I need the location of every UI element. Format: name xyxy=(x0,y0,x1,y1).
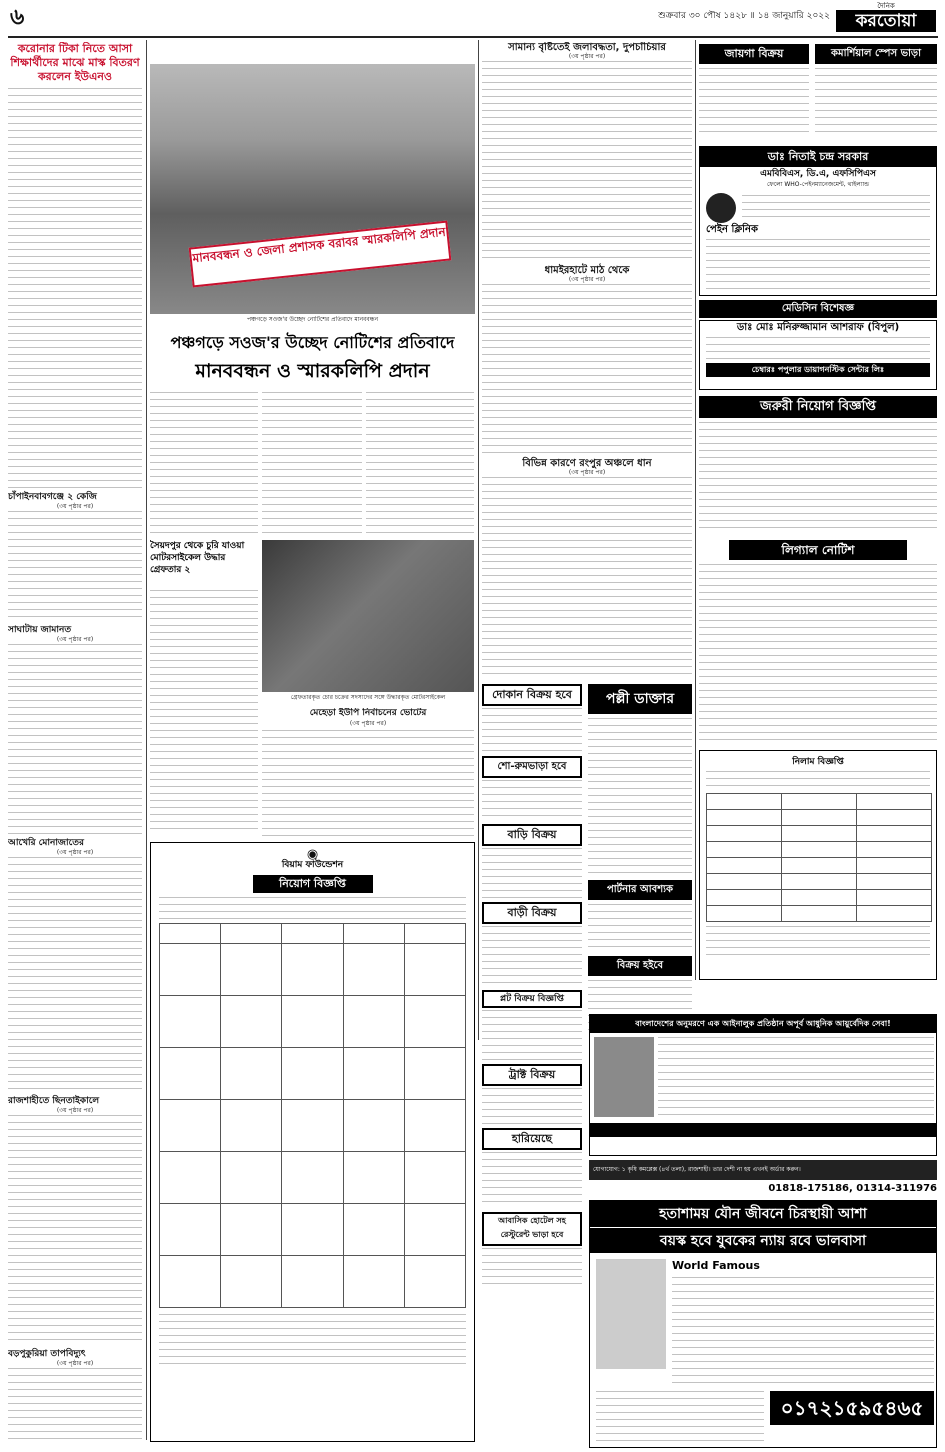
masthead-brand xyxy=(836,2,936,34)
urgent-recruitment[interactable]: জরুরী নিয়োগ বিজ্ঞপ্তি xyxy=(699,396,937,418)
hope-phone: ০১৭২১৫৯৫৪৬৫ xyxy=(770,1391,934,1425)
ad-body xyxy=(482,1088,582,1124)
doctor1-ad[interactable] xyxy=(699,146,937,296)
column-rule xyxy=(146,40,147,1440)
ad-body xyxy=(482,848,582,898)
hope-body xyxy=(672,1277,934,1387)
doctor1-degree: এমবিবিএস, ডি.এ, এফসিপিএস xyxy=(760,169,876,179)
doctor1-clinic: পেইন ক্লিনিক xyxy=(706,224,759,235)
ayurvedic-ad[interactable] xyxy=(589,1014,937,1156)
hope-address xyxy=(596,1391,764,1441)
motorcycle-headline: সৈয়দপুর থেকে চুরি যাওয়া মোটরসাইকেল উদ্ধার গ্রেফতার ২ xyxy=(150,541,245,575)
ayurvedic-price-bar xyxy=(590,1123,936,1137)
doctor2-ad[interactable] xyxy=(699,320,937,390)
contact-bar-phones: 01818-175186, 01314-311976 xyxy=(768,1183,937,1194)
column-rule xyxy=(695,40,696,980)
hope-ad[interactable] xyxy=(589,1200,937,1448)
page-number: ৬ xyxy=(10,6,25,30)
story2-cont: (৩য় পৃষ্ঠার পর) xyxy=(568,276,606,283)
motorcycle-body xyxy=(150,590,258,835)
tender-intro xyxy=(706,771,930,791)
brief-cont: (৩য় পৃষ্ঠার পর) xyxy=(56,1107,94,1114)
doctor1-body xyxy=(742,195,930,223)
ad-body xyxy=(482,926,582,986)
ad-body xyxy=(482,780,582,820)
biam-vacancy-table xyxy=(159,923,466,1308)
hope-line-1: হতাশাময় যৌন জীবনে চিরস্থায়ী আশা xyxy=(590,1201,936,1227)
brief-body xyxy=(8,1368,142,1442)
biam-logo-icon: ◉ xyxy=(306,847,319,862)
right-column xyxy=(699,42,937,982)
brief-title: বড়পুকুরিয়া তাপবিদ্যুৎ xyxy=(8,1349,86,1359)
ayurvedic-body xyxy=(658,1037,934,1117)
medicine-title: মেডিসিন বিশেষজ্ঞ xyxy=(699,300,937,318)
paper-name: করতোয়া xyxy=(836,10,936,32)
ad-body xyxy=(588,904,692,952)
story2-body xyxy=(482,284,692,454)
motorcycle-caption: গ্রেফতারকৃত চোর চক্রের সদস্যদের সঙ্গে উদ্ধারকৃত মোটরসাইকেল xyxy=(290,694,446,701)
ad-partner[interactable]: পার্টনার আবশ্যক xyxy=(588,880,692,900)
doctor1-fellow: ফেলো WHO-পেইনম্যানেজমেন্ট, থাইল্যান্ড xyxy=(767,181,869,188)
brief-title: রাজশাহীতে ছিনতাইকালে xyxy=(8,1096,100,1106)
story1-cont: (৩য় পৃষ্ঠার পর) xyxy=(568,53,606,60)
ad-lost[interactable]: হারিয়েছে xyxy=(482,1128,582,1150)
story3-body xyxy=(482,477,692,677)
tender-footer xyxy=(706,926,930,956)
ad-palli-doctor[interactable]: পল্লী ডাক্তার xyxy=(588,684,692,714)
ayurvedic-photo xyxy=(594,1037,654,1117)
motorcycle-photo xyxy=(262,540,474,692)
ad-body xyxy=(815,68,937,138)
ad-body xyxy=(482,1010,582,1060)
rally-banner-text: মানববন্ধন ও জেলা প্রশাসক বরাবর স্মারকলিপি প্রদান xyxy=(189,221,452,288)
tender-table xyxy=(706,793,932,922)
meherpur-title: মেহেড়া ইউপি নির্বাচনের ভোটের xyxy=(309,708,427,718)
rally-photo-caption: পঞ্চগড়ে সওজ'র উচ্ছেদ নোটিশের প্রতিবাদে মানববন্ধন xyxy=(246,316,379,323)
ad-body xyxy=(699,68,809,138)
ayurvedic-headline: বাংলাদেশের অনুমরণে এক আইনালুক প্রতিষ্ঠান অপূর্ব আধুনিক আয়ুর্বেদিক সেবা! xyxy=(590,1015,936,1033)
legal-notice[interactable]: লিগ্যাল নোটিশ xyxy=(729,540,907,560)
story1-body xyxy=(482,61,692,261)
ad-hotel-rent[interactable]: আবাসিক হোটেল সহ রেস্টুরেন্ট ভাড়া হবে xyxy=(482,1212,582,1246)
story1-title: সামান্য বৃষ্টিতেই জলাবদ্ধতা, দুপচাঁচিয়ার xyxy=(508,42,666,53)
brief-body xyxy=(8,644,142,834)
lead-headline-2: মানববন্ধন ও স্মারকলিপি প্রদান xyxy=(195,360,430,382)
ad-commercial-rent[interactable]: কমার্শিয়াল স্পেস ভাড়া xyxy=(815,44,937,64)
ad-shop-sale[interactable]: দোকান বিক্রয় হবে xyxy=(482,684,582,706)
ad-sale-will[interactable]: বিক্রয় হইবে xyxy=(588,956,692,976)
meherpur-body xyxy=(262,730,474,840)
doctor1-body xyxy=(706,239,930,289)
biam-title: নিয়োগ বিজ্ঞপ্তি xyxy=(253,875,373,893)
biam-footer-text xyxy=(159,1314,466,1370)
brief-title: সাঘাটায় জামানত xyxy=(8,625,72,635)
brief-cont: (৩য় পৃষ্ঠার পর) xyxy=(56,1360,94,1367)
brief-title: আখেরি মোনাজাতের xyxy=(8,838,84,848)
world-famous-text: World Famous xyxy=(672,1259,760,1272)
meherpur-cont: (৩য় পৃষ্ঠার পর) xyxy=(349,720,387,727)
doctor2-chamber: চেম্বারঃ পপুলার ডায়াগনস্টিক সেন্টার লিঃ xyxy=(706,363,930,377)
left-lead-headline: করোনার টিকা নিতে আসা শিক্ষার্থীদের মাঝে মাস্ক বিতরণ করলেন ইউএনও xyxy=(10,42,140,83)
tender-notice[interactable] xyxy=(699,750,937,980)
tender-title: নিলাম বিজ্ঞপ্তি xyxy=(792,757,844,767)
ad-plot-sale[interactable]: প্লট বিক্রয় বিজ্ঞপ্তি xyxy=(482,990,582,1008)
brief-title: চাঁপাইনবাবগঞ্জে ২ কেজি xyxy=(8,492,97,502)
dateline: শুক্রবার ৩০ পৌষ ১৪২৮ ॥ ১৪ জানুয়ারি ২০২২ xyxy=(658,11,830,21)
biam-intro xyxy=(159,897,466,919)
doctor2-name: ডাঃ মোঃ মনিরুজ্জামান আশরাফ (বিপুল) xyxy=(736,322,900,333)
ad-body xyxy=(482,1248,582,1288)
hope-line-2: বয়স্ক হবে যুবকের ন্যায় রবে ভালবাসা xyxy=(590,1227,936,1253)
biam-org: বিয়াম ফাউন্ডেশন xyxy=(281,860,344,870)
ad-house-sale-2[interactable]: বাড়ী বিক্রয় xyxy=(482,902,582,924)
lead-headline-1: পঞ্চগড়ে সওজ'র উচ্ছেদ নোটিশের প্রতিবাদে xyxy=(170,333,455,352)
ad-showroom-rent[interactable]: শো-রুমভাড়া হবে xyxy=(482,756,582,778)
story3-title: বিভিন্ন কারণে রংপুর অঞ্চলে ধান xyxy=(522,458,652,469)
urgent-body xyxy=(699,422,937,532)
ad-house-sale-1[interactable]: বাড়ি বিক্রয় xyxy=(482,824,582,846)
ad-body xyxy=(482,708,582,752)
contact-bar-text: যোগাযোগ: ১ কৃষি কমপ্লেক্স (৪র্থ তলা), রাজশাহী। তার দেশী না হয় এখনই অর্ডার করুন। xyxy=(593,1166,801,1173)
doctor-photo xyxy=(596,1259,666,1369)
brief-body xyxy=(8,1115,142,1345)
ad-land-sale[interactable]: জায়গা বিক্রয় xyxy=(699,44,809,64)
ad-tractor-sale[interactable]: ট্রাক্ট বিক্রয় xyxy=(482,1064,582,1086)
column-rule xyxy=(478,40,479,1040)
paper-prefix: দৈনিক xyxy=(877,2,895,10)
rally-photo xyxy=(150,64,475,314)
brief-cont: (৩য় পৃষ্ঠার পর) xyxy=(56,636,94,643)
brief-cont: (৩য় পৃষ্ঠার পর) xyxy=(56,849,94,856)
lead-body-col2 xyxy=(262,392,362,537)
ad-body xyxy=(588,718,692,878)
lead-body-col1 xyxy=(150,392,258,537)
brief-cont: (৩য় পৃষ্ঠার পর) xyxy=(56,503,94,510)
legal-body xyxy=(699,564,937,744)
ad-body xyxy=(482,1152,582,1208)
left-column xyxy=(8,42,142,1442)
lead-body-col3 xyxy=(366,392,474,537)
doctor1-name: ডাঃ নিতাই চন্দ্র সরকার xyxy=(700,147,936,167)
pain-clinic-logo-icon xyxy=(706,193,736,223)
masthead-rule xyxy=(8,36,938,38)
doctor2-body xyxy=(706,337,930,361)
contact-bar[interactable] xyxy=(589,1160,937,1180)
biam-job-notice xyxy=(150,842,475,1442)
brief-body xyxy=(8,857,142,1092)
mid-column xyxy=(482,42,692,682)
story2-title: ধামইরহাটে মাঠ থেকে xyxy=(544,265,630,276)
left-lead-body xyxy=(8,88,142,488)
story3-cont: (৩য় পৃষ্ঠার পর) xyxy=(568,469,606,476)
brief-body xyxy=(8,511,142,621)
